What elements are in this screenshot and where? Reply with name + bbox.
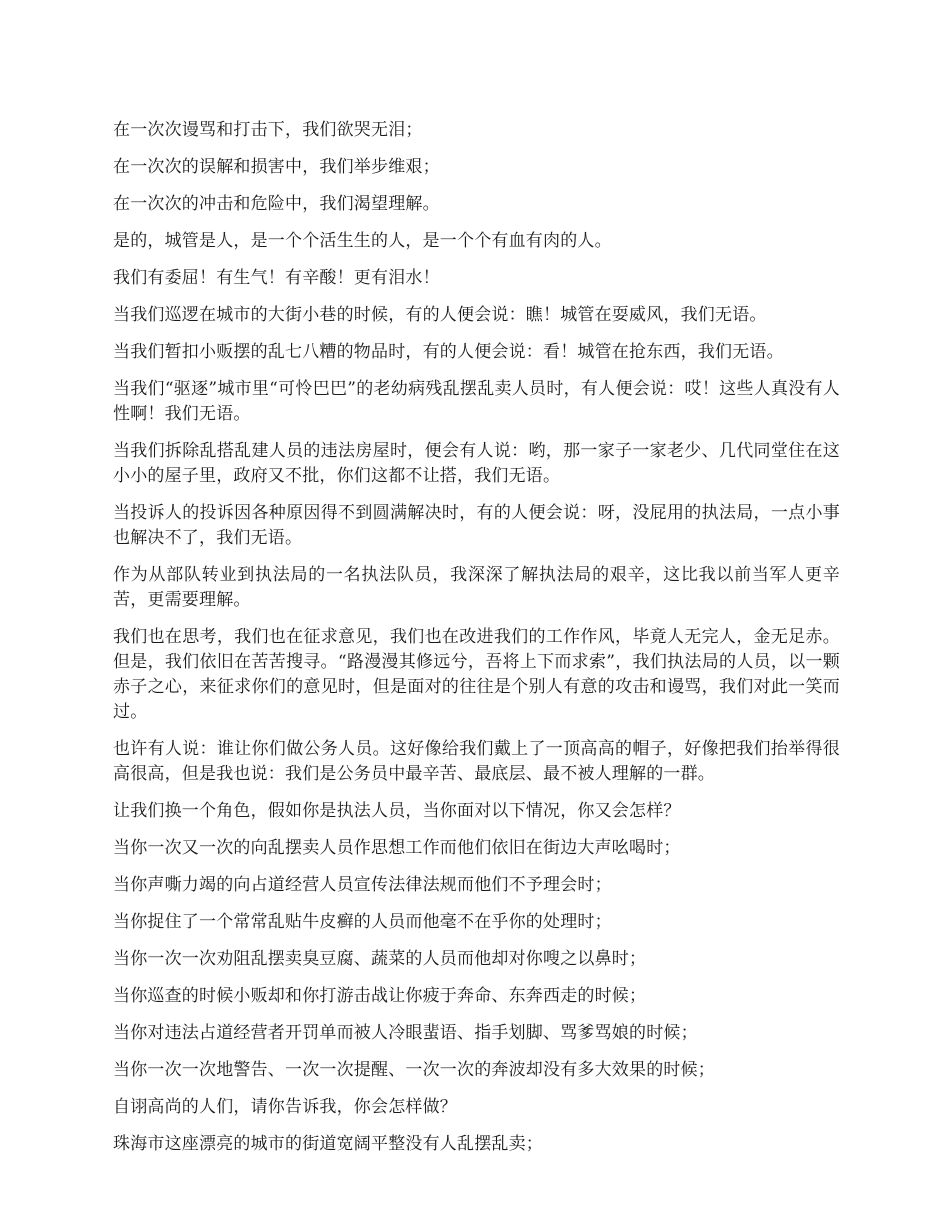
paragraph: 作为从部队转业到执法局的一名执法队员，我深深了解执法局的艰辛，这比我以前当军人更辛苦，更需要理解。	[113, 565, 840, 610]
paragraph: 当投诉人的投诉因各种原因得不到圆满解决时，有的人便会说：呀，没屁用的执法局，一点小事也解决不了，我们无语。	[113, 503, 840, 548]
paragraph: 珠海市这座漂亮的城市的街道宽阔平整没有人乱摆乱卖；	[113, 1134, 543, 1154]
paragraph: 自诩高尚的人们，请你告诉我，你会怎样做？	[113, 1097, 457, 1117]
document-page	[113, 118, 840, 1169]
paragraph: 在一次次的冲击和危险中，我们渴望理解。	[113, 194, 440, 214]
paragraph: 当你一次一次地警告、一次一次提醒、一次一次的奔波却没有多大效果的时候；	[113, 1060, 715, 1080]
paragraph: 当我们巡逻在城市的大街小巷的时候，有的人便会说：瞧！城管在耍威风，我们无语。	[113, 305, 767, 325]
paragraph: 让我们换一个角色，假如你是执法人员，当你面对以下情况，你又会怎样？	[113, 801, 681, 821]
paragraph: 在一次次的误解和损害中，我们举步维艰；	[113, 157, 440, 177]
paragraph: 当你一次又一次的向乱摆卖人员作思想工作而他们依旧在街边大声吆喝时；	[113, 838, 681, 858]
paragraph: 当你捉住了一个常常乱贴牛皮癣的人员而他毫不在乎你的处理时；	[113, 912, 612, 932]
paragraph: 当你声嘶力竭的向占道经营人员宣传法律法规而他们不予理会时；	[113, 875, 612, 895]
paragraph: 当你对违法占道经营者开罚单而被人冷眼蜚语、指手划脚、骂爹骂娘的时候；	[113, 1023, 698, 1043]
paragraph: 当你巡查的时候小贩却和你打游击战让你疲于奔命、东奔西走的时候；	[113, 986, 647, 1006]
paragraph: 也许有人说：谁让你们做公务人员。这好像给我们戴上了一顶高高的帽子，好像把我们抬举得很高很高，但是我也说：我们是公务员中最辛苦、最底层、最不被人理解的一群。	[113, 739, 840, 784]
paragraph: 当你一次一次劝阻乱摆卖臭豆腐、蔬菜的人员而他却对你嗖之以鼻时；	[113, 949, 647, 969]
paragraph: 当我们拆除乱搭乱建人员的违法房屋时，便会有人说：哟，那一家子一家老少、几代同堂住在这小小的屋子里，政府又不批，你们这都不让搭，我们无语。	[113, 441, 840, 486]
paragraph: 我们有委屈！有生气！有辛酸！更有泪水！	[113, 268, 440, 288]
paragraph: 当我们暂扣小贩摆的乱七八糟的物品时，有的人便会说：看！城管在抢东西，我们无语。	[113, 342, 784, 362]
paragraph: 在一次次谩骂和打击下，我们欲哭无泪；	[113, 120, 423, 140]
paragraph: 当我们“驱逐”城市里“可怜巴巴”的老幼病残乱摆乱卖人员时，有人便会说：哎！这些人真没有人性啊！我们无语。	[113, 379, 840, 424]
paragraph: 我们也在思考，我们也在征求意见，我们也在改进我们的工作作风，毕竟人无完人，金无足赤。但是，我们依旧在苦苦搜寻。“路漫漫其修远兮，吾将上下而求索”，我们执法局的人员，以一颗赤子之心，来征求你们的意见时，但是面对的往往是个别人有意的攻击和谩骂，我们对此一笑而过。	[113, 627, 840, 722]
paragraph: 是的，城管是人，是一个个活生生的人，是一个个有血有肉的人。	[113, 231, 612, 251]
